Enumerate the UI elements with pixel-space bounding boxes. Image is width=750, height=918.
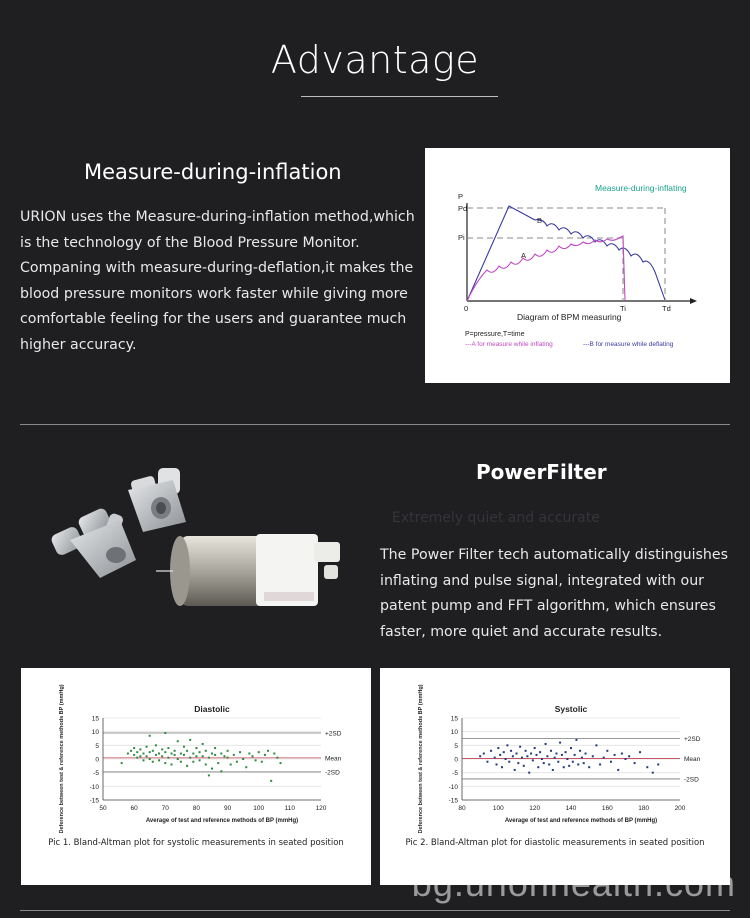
data-point (245, 766, 247, 768)
data-point (202, 743, 204, 745)
data-point (205, 763, 207, 765)
data-point (264, 754, 266, 756)
data-point (614, 754, 616, 756)
data-point (223, 755, 225, 757)
bpm-curve-b-label: B (537, 216, 543, 225)
data-point (214, 754, 216, 756)
data-point (248, 753, 250, 755)
data-point (652, 772, 654, 774)
ref-line-label: -2SD (684, 776, 699, 784)
data-point (258, 751, 260, 753)
data-point (230, 763, 232, 765)
y-tick-label: -15 (89, 797, 99, 805)
data-point (512, 755, 514, 757)
ref-line-label: -2SD (325, 769, 340, 777)
data-point (189, 757, 191, 759)
data-point (158, 753, 160, 755)
y-tick-label: -5 (93, 770, 99, 778)
data-point (583, 762, 585, 764)
data-point (494, 757, 496, 759)
data-point (585, 753, 587, 755)
data-point (202, 755, 204, 757)
data-point (161, 748, 163, 750)
data-point (164, 751, 166, 753)
y-axis-label: Deference between test & reference methods BP (mmHg) (59, 684, 65, 833)
bpm-legend-title: Measure-during-inflating (595, 183, 687, 193)
y-tick-label: -10 (89, 783, 99, 791)
x-tick-label: 50 (99, 805, 107, 812)
y-tick-label: 10 (450, 729, 458, 737)
x-tick-label: 60 (130, 805, 138, 812)
title-underline (301, 96, 498, 97)
data-point (574, 754, 576, 756)
pump-illustration (28, 450, 358, 625)
data-point (579, 750, 581, 752)
x-tick-label: 120 (315, 805, 327, 812)
data-point (577, 763, 579, 765)
data-point (595, 744, 597, 746)
data-point (183, 754, 185, 756)
y-tick-label: 10 (91, 729, 99, 737)
data-point (539, 751, 541, 753)
x-axis-label: Average of test and reference methods of BP (mmHg) (145, 818, 299, 824)
data-point (195, 747, 197, 749)
y-tick-label: 0 (95, 756, 99, 764)
data-point (599, 763, 601, 765)
data-point (479, 755, 481, 757)
data-point (180, 761, 182, 763)
data-point (639, 751, 641, 753)
x-tick-label: 110 (284, 805, 296, 812)
data-point (280, 762, 282, 764)
data-point (543, 762, 545, 764)
systolic-caption: Pic 2. Bland-Altman plot for diastolic measurements in seated position (405, 838, 705, 848)
bpm-diagram-card (425, 148, 730, 383)
data-point (121, 762, 123, 764)
x-tick-label: 80 (192, 805, 201, 812)
data-point (146, 755, 148, 757)
data-point (270, 780, 272, 782)
x-tick-label: 100 (492, 805, 504, 812)
data-point (142, 759, 144, 761)
data-point (199, 759, 201, 761)
data-point (588, 766, 590, 768)
data-point (155, 744, 157, 746)
y-tick-label: 5 (454, 742, 458, 750)
bpm-curve-a-label: A (521, 251, 527, 260)
data-point (146, 746, 148, 748)
data-point (152, 750, 154, 752)
ref-line-label: +2SD (325, 730, 342, 738)
y-tick-label: -15 (448, 797, 458, 805)
data-point (149, 735, 151, 737)
data-point (205, 750, 207, 752)
data-point (510, 750, 512, 752)
data-point (503, 751, 505, 753)
data-point (554, 757, 556, 759)
data-point (537, 766, 539, 768)
data-point (171, 753, 173, 755)
data-point (142, 753, 144, 755)
data-point (517, 762, 519, 764)
data-point (130, 750, 132, 752)
data-point (514, 769, 516, 771)
data-point (155, 754, 157, 756)
bpm-diagram (425, 148, 730, 383)
chart-title: Systolic (554, 704, 588, 714)
bpm-legend-b: ---B for measure while deflating (583, 341, 674, 348)
data-point (251, 755, 253, 757)
data-point (236, 761, 238, 763)
chart-title: Diastolic (194, 704, 230, 714)
bpm-x-arrow (690, 298, 697, 304)
bpm-legend-a: ---A for measure while inflating (465, 341, 553, 348)
data-point (276, 757, 278, 759)
data-point (149, 751, 151, 753)
data-point (535, 754, 537, 756)
data-point (139, 748, 141, 750)
data-point (195, 755, 197, 757)
data-point (525, 750, 527, 752)
data-point (572, 761, 574, 763)
bpm-td-label: Td (662, 304, 671, 313)
data-point (519, 746, 521, 748)
data-point (174, 750, 176, 752)
bpm-pd-label: Pd (458, 204, 468, 213)
data-point (506, 744, 508, 746)
data-point (530, 753, 532, 755)
data-point (496, 763, 498, 765)
bpm-y-label: P (458, 192, 464, 201)
x-tick-label: 160 (601, 805, 613, 812)
data-point (171, 763, 173, 765)
data-point (592, 755, 594, 757)
data-point (499, 754, 501, 756)
ref-line-label: +2SD (684, 736, 701, 743)
data-point (161, 755, 163, 757)
data-point (164, 732, 166, 734)
y-tick-label: 15 (450, 715, 458, 723)
data-point (657, 763, 659, 765)
data-point (220, 753, 222, 755)
data-point (136, 757, 138, 759)
y-tick-label: -10 (448, 783, 458, 791)
data-point (545, 743, 547, 745)
data-point (255, 759, 257, 761)
data-point (152, 761, 154, 763)
diastolic-chart (21, 668, 371, 833)
data-point (557, 761, 559, 763)
data-point (575, 739, 577, 741)
data-point (220, 770, 222, 772)
bpm-ti-label: Ti (620, 304, 626, 313)
data-point (208, 774, 210, 776)
data-point (552, 769, 554, 771)
x-tick-label: 100 (253, 805, 265, 812)
inflation-heading: Measure-during-inflation (84, 160, 342, 184)
data-point (261, 761, 263, 763)
data-point (211, 753, 213, 755)
x-tick-label: 120 (529, 805, 541, 812)
data-point (621, 753, 623, 755)
powerfilter-ghost-text: Extremely quiet and accurate (392, 510, 600, 526)
data-point (565, 751, 567, 753)
data-point (211, 768, 213, 770)
data-point (548, 763, 550, 765)
data-point (180, 753, 182, 755)
bpm-caption: Diagram of BPM measuring (517, 312, 622, 322)
data-point (532, 759, 534, 761)
data-point (561, 754, 563, 756)
data-point (186, 750, 188, 752)
data-point (566, 758, 568, 760)
x-tick-label: 70 (161, 805, 169, 812)
data-point (523, 765, 525, 767)
data-point (273, 753, 275, 755)
watermark: bg.urionhealth.com (411, 863, 736, 904)
data-point (483, 753, 485, 755)
y-tick-label: 0 (454, 756, 458, 764)
data-point (242, 758, 244, 760)
data-point (214, 747, 216, 749)
pump-product-image (28, 450, 358, 625)
data-point (490, 750, 492, 752)
data-point (606, 750, 608, 752)
data-point (528, 772, 530, 774)
data-point (164, 762, 166, 764)
data-point (617, 769, 619, 771)
bpm-pi-label: Pi (458, 233, 465, 242)
systolic-chart (380, 668, 730, 833)
data-point (505, 758, 507, 760)
data-point (133, 747, 135, 749)
y-tick-label: 15 (91, 715, 99, 723)
data-point (186, 765, 188, 767)
y-tick-label: 5 (95, 742, 99, 750)
diastolic-chart-card (21, 668, 371, 885)
data-point (189, 739, 191, 741)
data-point (183, 746, 185, 748)
inflation-body: URION uses the Measure-during-inflation method,which is the technology of the Blood Pressure Monitor. Companing with measure-during-deflation,it makes the blood pressure monitors work faster while giving more comfortable feeling for the users and guarantee much higher accuracy. (20, 209, 415, 353)
x-tick-label: 140 (565, 805, 577, 812)
y-tick-label: -5 (452, 770, 458, 778)
x-tick-label: 90 (223, 805, 232, 812)
data-point (508, 761, 510, 763)
powerfilter-body: The Power Filter tech automatically distinguishes inflating and pulse signal, integrated with our patent pump and FFT algorithm, which ensures faster, more quiet and accurate results. (380, 547, 729, 640)
data-point (192, 761, 194, 763)
bpm-note: P=pressure,T=time (465, 331, 525, 338)
data-point (625, 758, 627, 760)
data-point (158, 759, 160, 761)
bpm-origin-label: 0 (464, 304, 469, 313)
data-point (149, 758, 151, 760)
data-point (167, 747, 169, 749)
powerfilter-heading: PowerFilter (476, 460, 607, 484)
systolic-chart-card (380, 668, 730, 885)
data-point (167, 757, 169, 759)
x-tick-label: 200 (674, 805, 686, 812)
data-point (174, 754, 176, 756)
bpm-curve-b (467, 206, 665, 301)
y-axis-label: Deference between test & reference methods BP (mmHg) (418, 684, 424, 833)
connector-top (128, 468, 186, 532)
data-point (217, 762, 219, 764)
bpm-curve-a (467, 236, 625, 301)
data-point (497, 747, 499, 749)
x-axis-label: Average of test and reference methods of BP (mmHg) (504, 818, 658, 824)
data-point (177, 740, 179, 742)
data-point (563, 766, 565, 768)
data-point (127, 753, 129, 755)
ref-line-label: Mean (325, 755, 342, 763)
data-point (133, 754, 135, 756)
data-point (227, 750, 229, 752)
data-point (634, 762, 636, 764)
data-point (136, 751, 138, 753)
bottom-divider (20, 910, 730, 911)
data-point (239, 751, 241, 753)
data-point (501, 766, 503, 768)
data-point (610, 761, 612, 763)
data-point (546, 755, 548, 757)
data-point (486, 761, 488, 763)
data-point (555, 753, 557, 755)
data-point (521, 757, 523, 759)
page-title: Advantage (270, 38, 480, 82)
data-point (534, 747, 536, 749)
data-point (199, 751, 201, 753)
data-point (559, 742, 561, 744)
data-point (233, 754, 235, 756)
pump-motor (156, 534, 340, 606)
data-point (208, 757, 210, 759)
data-point (526, 755, 528, 757)
ref-line-label: Mean (684, 755, 701, 763)
data-point (550, 750, 552, 752)
data-point (267, 750, 269, 752)
data-point (541, 758, 543, 760)
data-point (581, 757, 583, 759)
data-point (192, 753, 194, 755)
connector-left (50, 507, 136, 578)
x-tick-label: 180 (638, 805, 650, 812)
data-point (568, 765, 570, 767)
data-point (646, 766, 648, 768)
data-point (227, 757, 229, 759)
data-point (603, 757, 605, 759)
x-tick-label: 80 (458, 805, 466, 812)
section-divider (20, 424, 730, 425)
diastolic-caption: Pic 1. Bland-Altman plot for systolic measurements in seated position (48, 838, 344, 848)
data-point (628, 755, 630, 757)
data-point (139, 755, 141, 757)
data-point (516, 753, 518, 755)
data-point (570, 747, 572, 749)
data-point (177, 758, 179, 760)
